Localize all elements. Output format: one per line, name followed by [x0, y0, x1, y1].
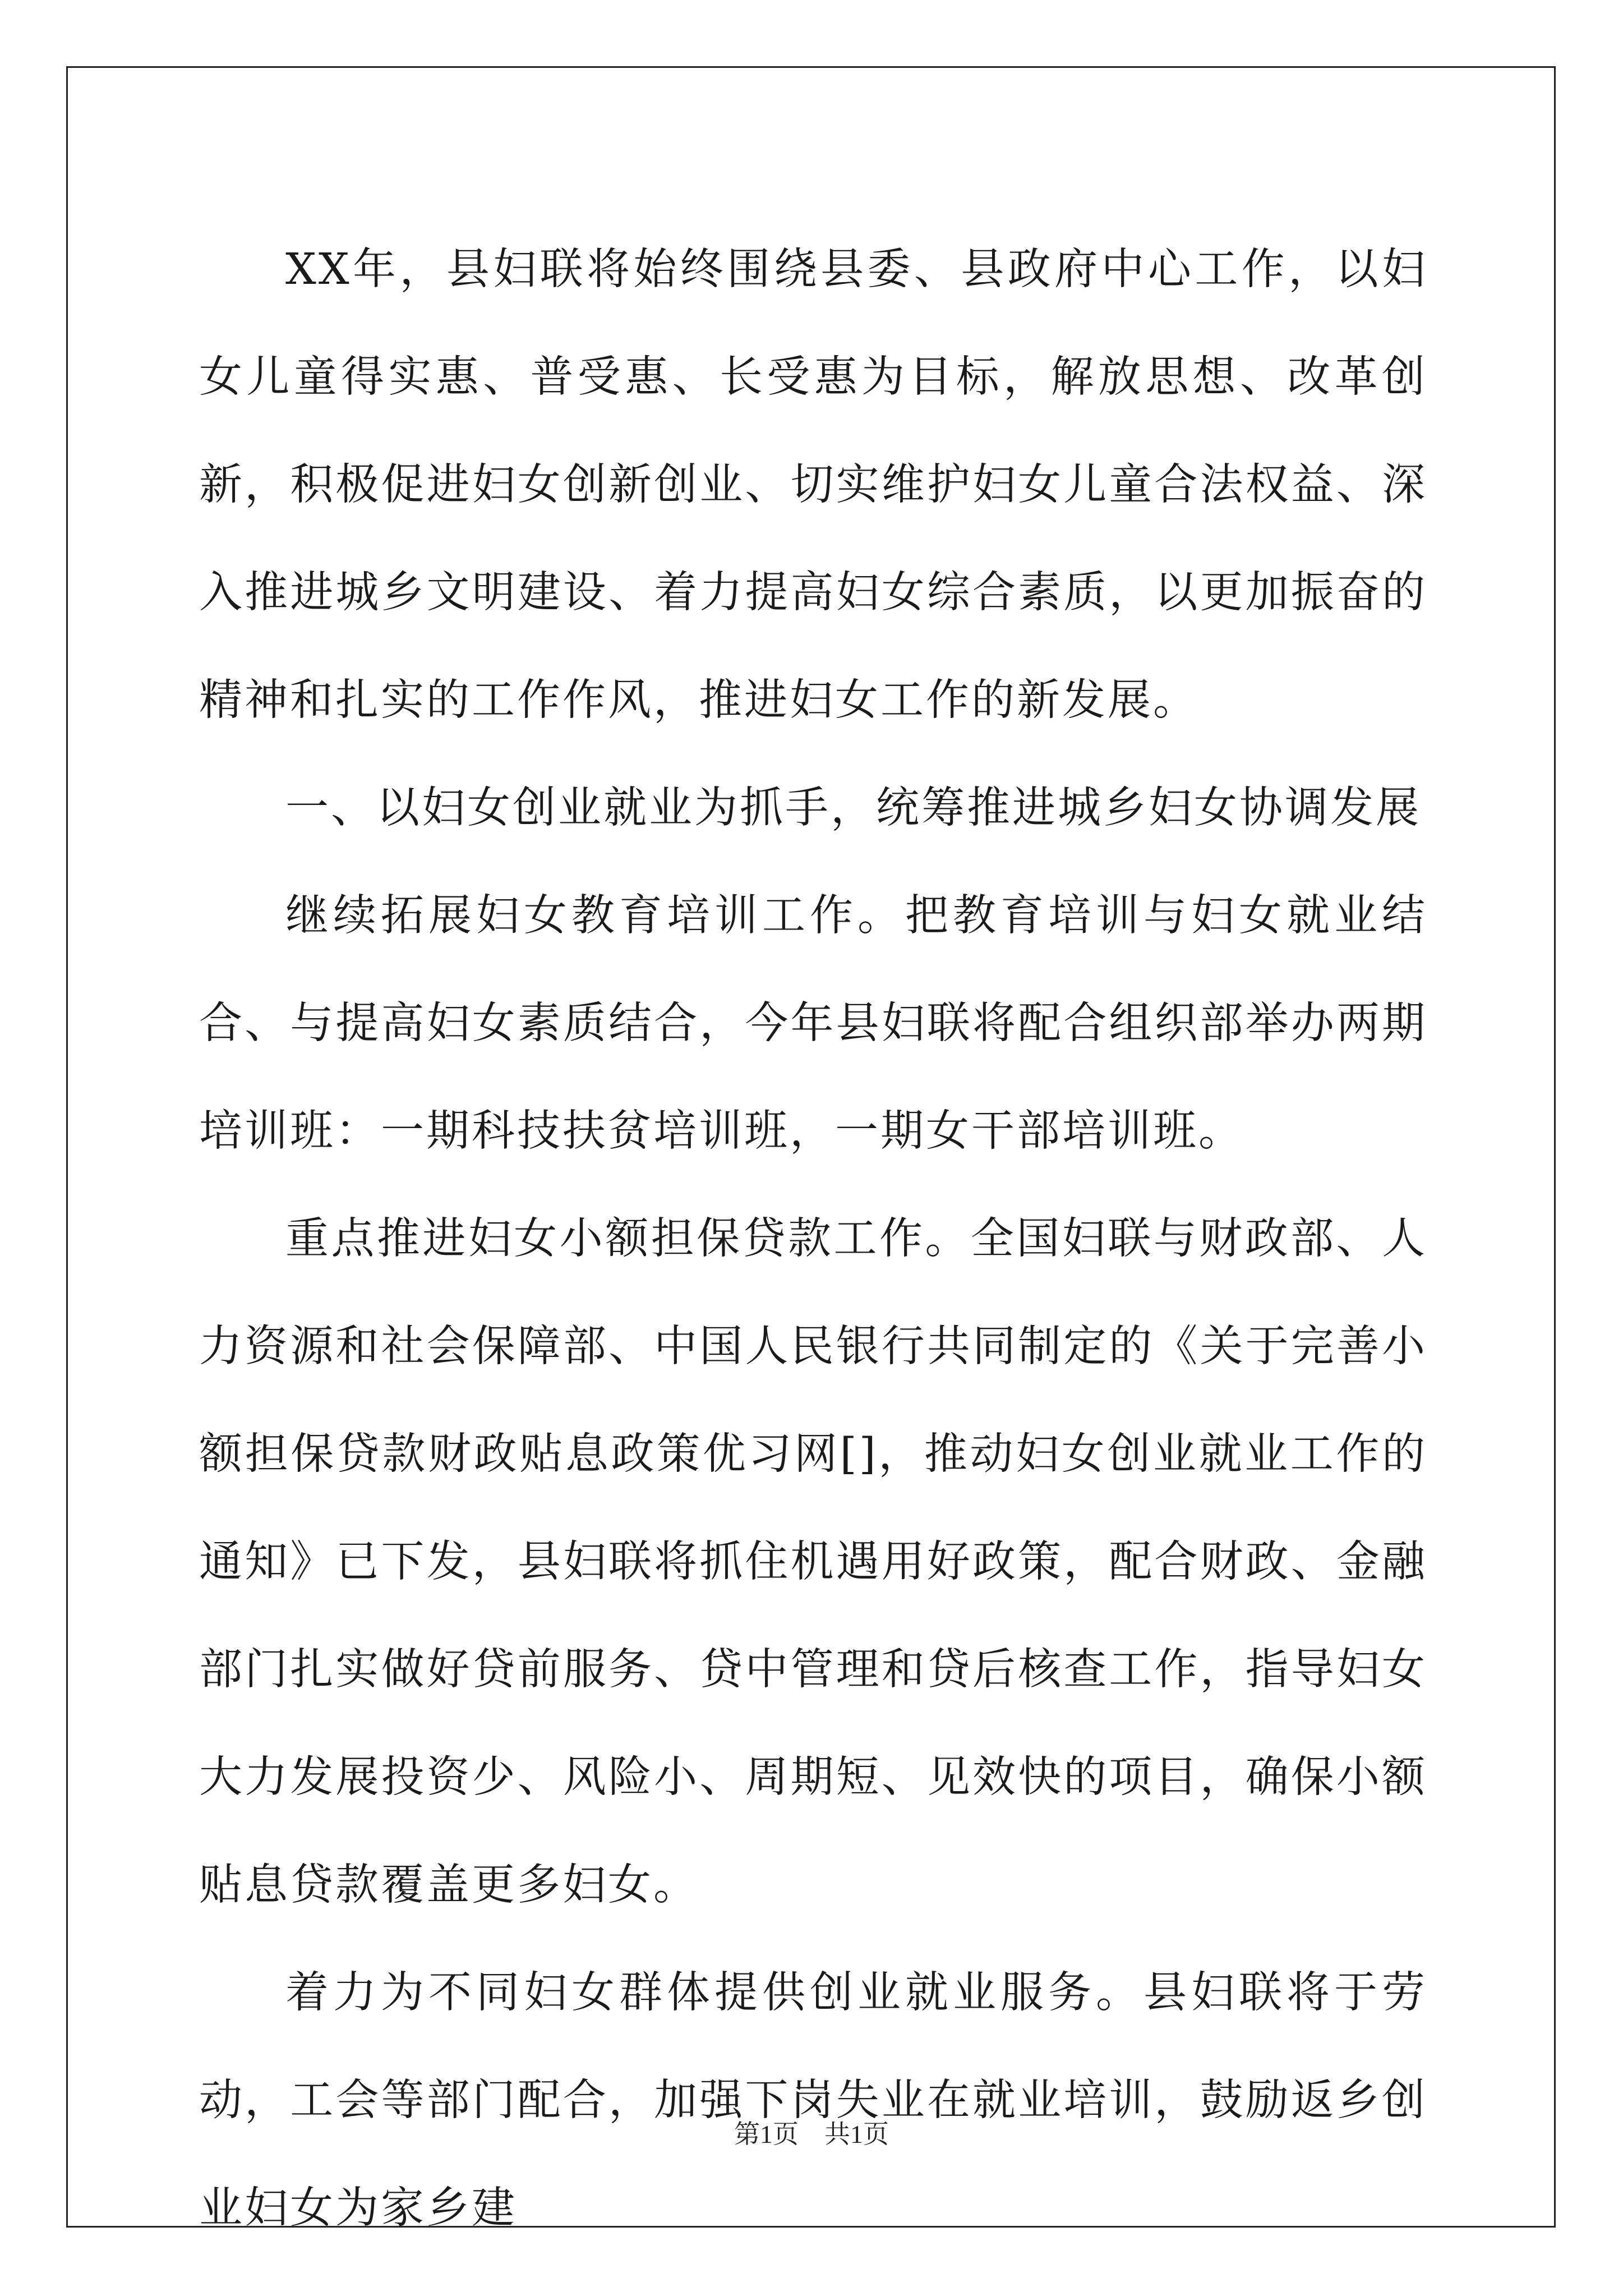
- section-heading: 一、以妇女创业就业为抓手，统筹推进城乡妇女协调发展: [285, 783, 1421, 833]
- document-body: [199, 216, 1427, 2262]
- paragraph-intro: XX年，县妇联将始终围绕县委、县政府中心工作，以妇女儿童得实惠、普受惠、长受惠为目标，解放思想、改革创新，积极促进妇女创新创业、切实维护妇女儿童合法权益、深入推进城乡文明建设、着力提高妇女综合素质，以更加振奋的精神和扎实的工作作风，推进妇女工作的新发展。: [199, 245, 1427, 725]
- page-footer: 第1页 共1页: [734, 2120, 889, 2148]
- paragraph-loans: 重点推进妇女小额担保贷款工作。全国妇联与财政部、人力资源和社会保障部、中国人民银行共同制定的《关于完善小额担保贷款财政贴息政策优习网[]，推动妇女创业就业工作的通知》已下发，县妇联将抓住机遇用好政策，配合财政、金融部门扎实做好贷前服务、贷中管理和贷后核查工作，指导妇女大力发展投资少、风险小、周期短、见效快的项目，确保小额贴息贷款覆盖更多妇女。: [199, 1214, 1427, 1910]
- paragraph-training: 继续拓展妇女教育培训工作。把教育培训与妇女就业结合、与提高妇女素质结合，今年县妇联将配合组织部举办两期培训班：一期科技扶贫培训班，一期女干部培训班。: [199, 891, 1427, 1156]
- paragraph-employment-services: 着力为不同妇女群体提供创业就业服务。县妇联将于劳动，工会等部门配合，加强下岗失业在就业培训，鼓励返乡创业妇女为家乡建: [199, 1968, 1427, 2233]
